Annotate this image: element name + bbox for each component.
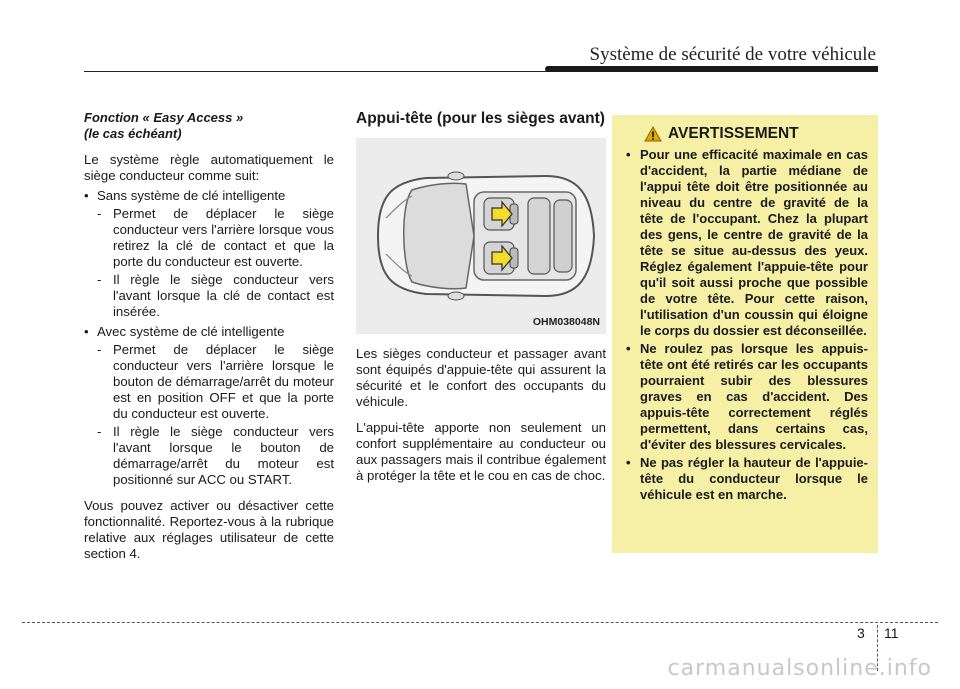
warning-title-text: AVERTISSEMENT (668, 125, 799, 142)
list-item: - Il règle le siège conducteur vers l'avant lorsque le bouton de démarrage/arrêt du moteur est positionné sur ACC ou START. (97, 424, 334, 487)
bullet-no-smart-key (84, 188, 334, 204)
figure-code: OHM038048N (532, 316, 600, 328)
footer-rule (22, 622, 938, 623)
bullet-smart-key (84, 324, 334, 340)
vehicle-topview-figure (356, 138, 606, 334)
list-item-text: Il règle le siège conducteur vers l'avant lorsque le bouton de démarrage/arrêt du moteur est positionné sur ACC ou START. (113, 424, 334, 487)
headrest-paragraph-1: Les sièges conducteur et passager avant sont équipés d'appuie-tête qui assurent la sécurité et le confort des occupants du véhicule. (356, 346, 606, 409)
column-easy-access (84, 110, 334, 562)
warning-item: • Ne roulez pas lorsque les appuis-tête ont été retirés car les occupants pourraient subir des blessures graves en cas d'accident. Des appuis-tête correctement réglés permettent, dans certains cas, d'éviter des blessures cervicales. (626, 341, 868, 452)
section-heading: Appui-tête (pour les sièges avant) (356, 110, 605, 127)
header-rule-accent (545, 66, 878, 72)
watermark: carmanualsonline.info (667, 656, 932, 681)
easy-access-subheading (84, 110, 334, 142)
headrest-paragraph-2: L'appui-tête apporte non seulement un confort supplémentaire au conducteur ou aux passagers mais il contribue également à protéger la tête et le cou en cas de choc. (356, 420, 606, 483)
closing-paragraph: Vous pouvez activer ou désactiver cette fonctionnalité. Reportez-vous à la rubrique relative aux réglages utilisateur de cette section 4. (84, 498, 334, 561)
subheading-line1: Fonction « Easy Access » (84, 110, 244, 125)
car-topview-illustration (356, 138, 606, 334)
warning-item-text: Ne roulez pas lorsque les appuis-tête ont été retirés car les occupants pourraient subir des blessures graves en cas d'accident. Des appuis-tête correctement réglés permettent, dans certains cas, d'éviter des blessures cervicales. (640, 341, 868, 452)
list-item-text: Permet de déplacer le siège conducteur vers l'arrière lorsque vous retirez la clé de contact et que la porte du conducteur est ouverte. (113, 206, 334, 269)
list-item-text: Il règle le siège conducteur vers l'avant lorsque la clé de contact est insérée. (113, 272, 334, 319)
warning-item-text: Ne pas régler la hauteur de l'appuie-tête du conducteur lorsque le véhicule est en marche. (640, 455, 868, 502)
intro-paragraph: Le système règle automatiquement le siège conducteur comme suit: (84, 152, 334, 183)
column-headrest (356, 110, 606, 484)
warning-item: • Ne pas régler la hauteur de l'appuie-tête du conducteur lorsque le véhicule est en marche. (626, 455, 868, 502)
chapter-number: 3 (857, 625, 865, 641)
page-number: 11 (884, 625, 899, 641)
bullet-dot: • (84, 188, 89, 203)
list-item-text: Permet de déplacer le siège conducteur vers l'arrière lorsque le bouton de démarrage/arrêt du moteur est en position OFF et que la porte du conducteur est ouverte. (113, 342, 334, 421)
warning-title (622, 125, 868, 143)
page-header-title: Système de sécurité de votre véhicule (589, 44, 876, 65)
list-item: - Permet de déplacer le siège conducteur vers l'arrière lorsque vous retirez la clé de contact et que la porte du conducteur est ouverte. (97, 206, 334, 269)
list-item: - Il règle le siège conducteur vers l'avant lorsque la clé de contact est insérée. (97, 272, 334, 319)
warning-icon (644, 126, 662, 142)
list-item: - Permet de déplacer le siège conducteur vers l'arrière lorsque le bouton de démarrage/arrêt du moteur est en position OFF et que la porte du conducteur est ouverte. (97, 342, 334, 421)
bullet-label: Sans système de clé intelligente (97, 188, 286, 203)
warning-box (612, 115, 878, 553)
bullet-label: Avec système de clé intelligente (97, 324, 285, 339)
subheading-line2: (le cas échéant) (84, 126, 182, 141)
warning-item-text: Pour une efficacité maximale en cas d'accident, la partie médiane de l'appui tête doit être positionnée au niveau du centre de gravité de la tête de l'occupant. Chez la plupart des gens, le centre de gravité de la tête se situe au-dessus des yeux. Réglez également l'appuie-tête pour qu'il soit aussi proche que possible de votre tête. Pour cette raison, l'utilisation d'un coussin qui éloigne le corps du dossier est déconseillée. (640, 147, 868, 338)
bullet-dot: • (84, 324, 89, 339)
warning-item: • Pour une efficacité maximale en cas d'accident, la partie médiane de l'appui tête doit être positionnée au niveau du centre de gravité de la tête de l'occupant. Chez la plupart des gens, le centre de gravité de la tête se situe au-dessus des yeux. Réglez également l'appuie-tête pour qu'il soit aussi proche que possible de votre tête. Pour cette raison, l'utilisation d'un coussin qui éloigne le corps du dossier est déconseillée. (626, 147, 868, 338)
